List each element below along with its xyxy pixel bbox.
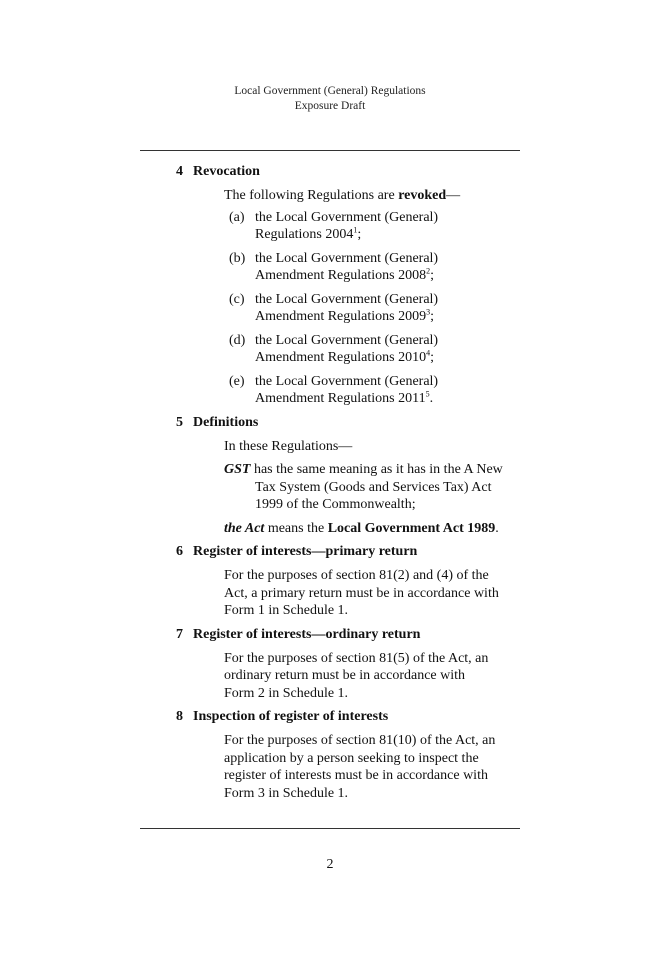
section-7-text: For the purposes of section 81(5) of the Act, an ordinary return must be in accordance with Form 2 in Schedule 1. [224,650,489,701]
section-7-heading [0,626,660,644]
footnote-ref: 5 [425,389,430,399]
section-number: 7 [176,626,183,642]
section-5-intro: In these Regulations— [224,438,353,454]
header-title: Local Government (General) Regulations [234,85,426,97]
section-4-heading [0,163,660,181]
section-title: Revocation [193,164,260,179]
defined-term: the Act [224,520,265,536]
page-number: 2 [326,857,334,872]
header-subtitle: Exposure Draft [294,100,366,112]
definition-the-act: the Act means the Local Government Act 1989. [224,520,499,536]
section-number: 5 [176,414,183,430]
footnote-ref: 3 [426,307,431,317]
defined-term: GST [224,462,251,477]
list-item: (e) the Local Government (General) Amendment Regulations 2011$^5$. [229,373,439,406]
footnote-ref: 2 [426,266,431,276]
section-title: Inspection of register of interests [193,709,389,724]
list-item: (b) the Local Government (General) Amendment Regulations 2008$^2$; [229,250,439,283]
header-rule [140,150,520,151]
footer-rule [140,828,520,829]
section-4-intro: The following Regulations are revoked— [224,188,461,203]
list-item: (d) the Local Government (General) Amendment Regulations 2010$^4$; [229,332,439,365]
section-title: Register of interests—ordinary return [193,626,421,642]
section-5-heading [0,414,660,432]
section-number: 6 [176,544,183,559]
section-title: Definitions [193,414,259,430]
footnote-ref: 4 [426,348,431,358]
section-6-text: For the purposes of section 81(2) and (4) of the Act, a primary return must be in accordance with Form 1 in Schedule 1. [224,568,499,618]
list-item: (c) the Local Government (General) Amendment Regulations 2009$^3$; [229,291,439,324]
running-header [0,84,660,114]
list-item: (a) the Local Government (General) Regulations 2004$^1$; [229,209,439,242]
revoked-term: revoked [398,188,447,203]
document-body [0,163,660,808]
definition-gst: GST has the same meaning as it has in the A New Tax System (Goods and Services Tax) Act 1999 of the Commonwealth; [224,462,503,512]
footnote-ref: 1 [353,225,358,235]
section-number: 4 [176,164,183,179]
section-8-text: For the purposes of section 81(10) of the Act, an application by a person seeking to inspect the register of interests must be in accordance with Form 3 in Schedule 1. [224,733,496,801]
section-number: 8 [176,709,183,724]
section-title: Register of interests—primary return [193,544,418,559]
section-6-heading [0,543,660,561]
revocation-list [0,209,660,408]
section-8-heading [0,708,660,726]
